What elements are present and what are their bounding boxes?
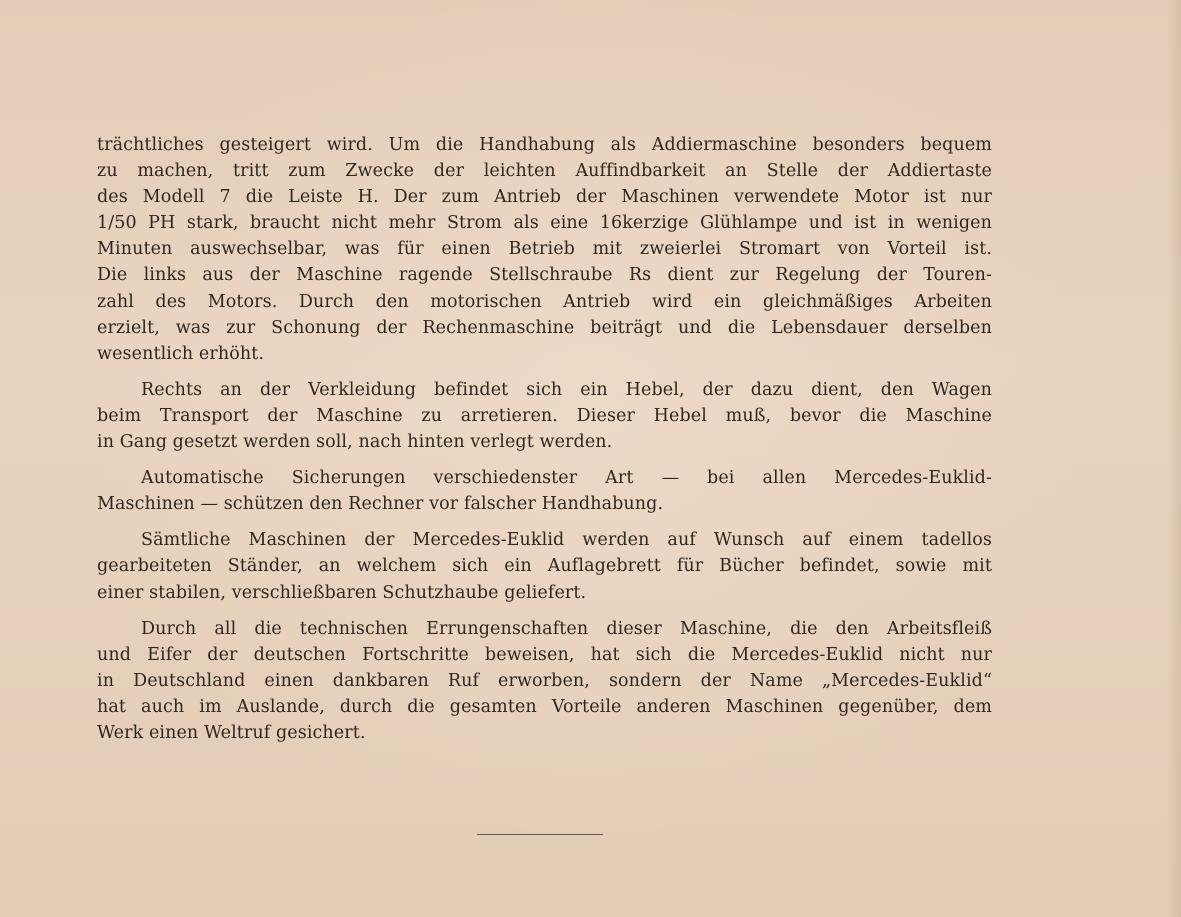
text-line: Maschinen — schützen den Rechner vor falscher Handhabung. <box>97 494 664 515</box>
text-line: Automatische Sicherungen verschiedenster Art — bei allen Mercedes-Euklid- <box>141 468 992 489</box>
text-line: in Gang gesetzt werden soll, nach hinten verlegt werden. <box>97 432 613 453</box>
text-line: Minuten auswechselbar, was für einen Betrieb mit zweierlei Stromart von Vorteil ist. <box>97 239 992 260</box>
text-line: Sämtliche Maschinen der Mercedes-Euklid werden auf Wunsch auf einem tadellos <box>141 530 992 551</box>
text-line: zahl des Motors. Durch den motorischen Antrieb wird ein gleichmäßiges Arbeiten <box>97 291 992 312</box>
closing-divider <box>477 834 603 835</box>
text-line: des Modell 7 die Leiste H. Der zum Antrieb der Maschinen verwendete Motor ist nur <box>97 187 992 208</box>
text-line: beim Transport der Maschine zu arretieren. Dieser Hebel muß, bevor die Maschine <box>97 405 992 426</box>
text-line: erzielt, was zur Schonung der Rechenmaschine beiträgt und die Lebensdauer derselben <box>97 317 992 338</box>
text-line: 1/50 PH stark, braucht nicht mehr Strom als eine 16kerzige Glühlampe und ist in wenigen <box>97 213 992 234</box>
text-line: hat auch im Auslande, durch die gesamten Vorteile anderen Maschinen gegenüber, dem <box>97 696 992 717</box>
text-line: einer stabilen, verschließbaren Schutzhaube geliefert. <box>97 582 587 603</box>
body-text <box>97 132 992 756</box>
text-line: Werk einen Weltruf gesichert. <box>97 722 366 743</box>
text-line: Die links aus der Maschine ragende Stellschraube Rs dient zur Regelung der Touren- <box>97 265 992 286</box>
text-line: wesentlich erhöht. <box>97 343 264 364</box>
text-line: zu machen, tritt zum Zwecke der leichten Auffindbarkeit an Stelle der Addiertaste <box>97 161 992 182</box>
text-line: trächtliches gesteigert wird. Um die Handhabung als Addiermaschine besonders bequem <box>97 135 992 155</box>
paragraph-1 <box>97 132 992 367</box>
text-line: in Deutschland einen dankbaren Ruf erworben, sondern der Name „Mercedes-Euklid“ <box>97 670 992 691</box>
text-line: und Eifer der deutschen Fortschritte beweisen, hat sich die Mercedes-Euklid nicht nur <box>97 644 992 665</box>
paragraph-5 <box>97 616 992 746</box>
paragraph-3 <box>97 465 992 517</box>
paragraph-4 <box>97 527 992 605</box>
paragraph-2 <box>97 377 992 455</box>
text-line: Durch all die technischen Errungenschaften dieser Maschine, die den Arbeitsfleiß <box>141 618 992 639</box>
text-line: gearbeiteten Ständer, an welchem sich ein Auflagebrett für Bücher befindet, sowie mit <box>97 556 992 577</box>
text-line: Rechts an der Verkleidung befindet sich ein Hebel, der dazu dient, den Wagen <box>141 379 992 400</box>
